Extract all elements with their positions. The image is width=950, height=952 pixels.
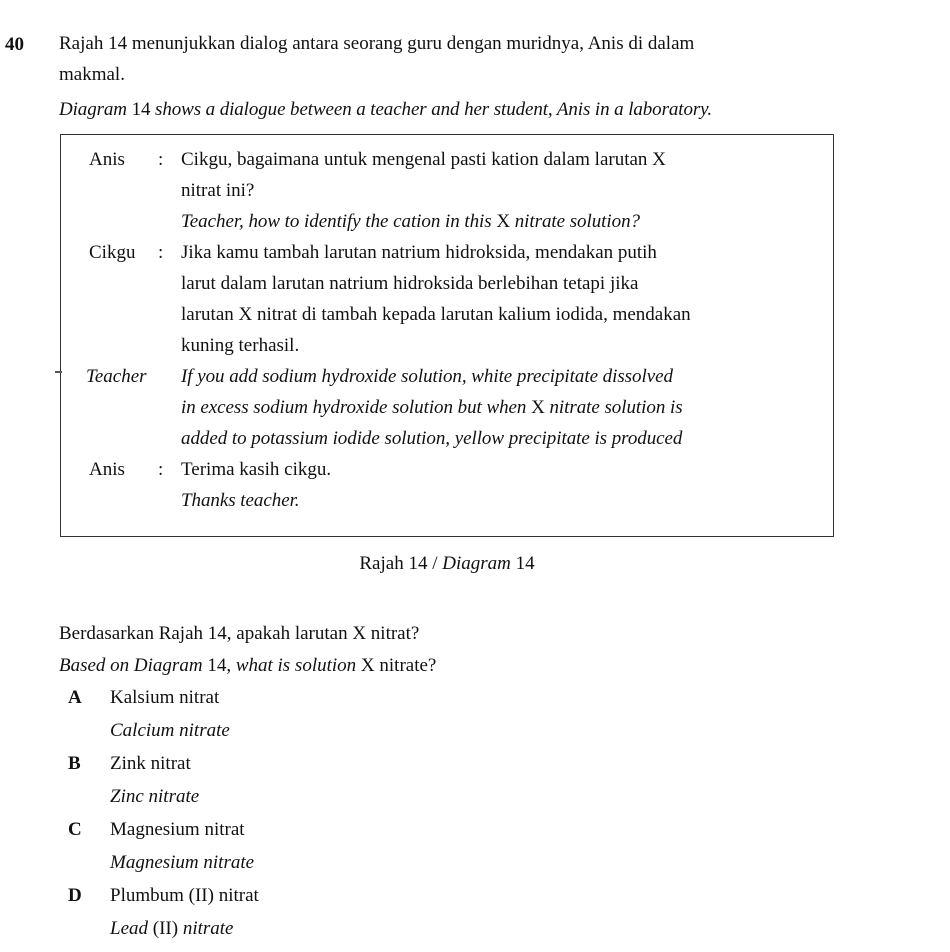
dialogue-colon: : [158, 149, 164, 170]
dialogue-rows [61, 135, 833, 516]
answer-option-malay: Magnesium nitrat [110, 819, 245, 840]
prompt-english-part2: what is solution [235, 655, 357, 676]
question-stem-body [59, 28, 839, 125]
dialogue-row [61, 144, 833, 237]
stem-english-line [59, 94, 839, 125]
dialogue-line-english: Teacher, how to identify the cation in this X nitrate solution? [181, 211, 640, 232]
answer-options [59, 681, 759, 945]
caption-malay: Rajah 14 [359, 553, 428, 574]
question-prompt [59, 618, 859, 682]
caption-separator: / [432, 553, 438, 574]
dialogue-speech [181, 361, 833, 454]
dialogue-speaker-label: Cikgu [89, 242, 136, 263]
answer-option-malay: Kalsium nitrat [110, 687, 220, 708]
dialogue-line-malay: nitrat ini? [181, 180, 255, 201]
answer-option-english: Zinc nitrate [110, 786, 200, 807]
solution-x-symbol: X [496, 211, 510, 232]
dialogue-line-english: in excess sodium hydroxide solution but when X nitrate solution is [181, 397, 683, 418]
answer-option-a[interactable] [59, 681, 759, 747]
dialogue-line-malay: Jika kamu tambah larutan natrium hidroksida, mendakan putih [181, 242, 657, 263]
stem-english-number: 14 [131, 99, 151, 120]
dialogue-line-malay: larut dalam larutan natrium hidroksida berlebihan tetapi jika [181, 273, 639, 294]
answer-option-b[interactable] [59, 747, 759, 813]
dialogue-row [61, 454, 833, 516]
answer-option-english-lead: Lead [110, 918, 153, 939]
dialogue-line-english: If you add sodium hydroxide solution, white precipitate dissolved [181, 366, 673, 387]
answer-option-row[interactable] [59, 681, 759, 714]
stem-english-rest: shows a dialogue between a teacher and her student, Anis in a laboratory. [155, 99, 713, 120]
answer-option-letter: D [68, 885, 82, 906]
dialogue-colon: : [158, 459, 164, 480]
dialogue-speaker-label: Anis [89, 459, 125, 480]
answer-option-malay: Zink nitrat [110, 753, 191, 774]
stem-malay-line-2: makmal. [59, 64, 125, 85]
dialogue-speaker-label: Anis [89, 149, 125, 170]
answer-option-row[interactable] [59, 747, 759, 780]
answer-option-english: Magnesium nitrate [110, 852, 255, 873]
answer-option-letter: A [68, 687, 82, 708]
answer-option-english-roman-numeral: (II) [152, 918, 183, 939]
question-number: 40 [5, 34, 24, 55]
dialogue-box [60, 134, 834, 537]
question-stem [0, 28, 880, 125]
dialogue-row [61, 361, 833, 454]
answer-option-d[interactable] [59, 879, 759, 945]
prompt-english-part3: nitrate? [379, 655, 437, 676]
answer-option-row[interactable] [59, 879, 759, 912]
diagram-caption [60, 550, 834, 578]
answer-option-malay: Plumbum (II) nitrat [110, 885, 259, 906]
dialogue-speech [181, 237, 833, 361]
answer-option-letter: B [68, 753, 81, 774]
prompt-english-number: 14, [207, 655, 232, 676]
prompt-english-x: X [360, 655, 375, 676]
caption-english-label: Diagram [442, 553, 511, 574]
dialogue-colon: : [158, 242, 164, 263]
dialogue-line-english: Thanks teacher. [181, 490, 300, 511]
stem-malay-line-1: Rajah 14 menunjukkan dialog antara seorang guru dengan muridnya, Anis di dalam [59, 33, 695, 54]
prompt-english [59, 650, 859, 682]
dialogue-line-malay: larutan X nitrat di tambah kepada larutan kalium iodida, mendakan [181, 304, 691, 325]
dialogue-line-malay: kuning terhasil. [181, 335, 300, 356]
stem-english-prefix: Diagram [59, 99, 127, 120]
dialogue-speaker-label: Teacher [86, 366, 147, 387]
answer-option-english [110, 912, 759, 945]
answer-option-c[interactable] [59, 813, 759, 879]
caption-english-number: 14 [515, 553, 535, 574]
prompt-english-part1: Based on Diagram [59, 655, 203, 676]
solution-x-symbol: X [531, 397, 545, 418]
dialogue-line-malay: Terima kasih cikgu. [181, 459, 332, 480]
dialogue-speech [181, 144, 833, 237]
answer-option-row[interactable] [59, 813, 759, 846]
prompt-malay: Berdasarkan Rajah 14, apakah larutan X nitrat? [59, 623, 420, 644]
dialogue-speech [181, 454, 833, 516]
dialogue-row [61, 237, 833, 361]
answer-option-letter: C [68, 819, 82, 840]
answer-option-english: Calcium nitrate [110, 720, 230, 741]
answer-option-english-tail: nitrate [182, 918, 234, 939]
dialogue-line-malay: Cikgu, bagaimana untuk mengenal pasti kation dalam larutan X [181, 149, 666, 170]
dialogue-line-english: added to potassium iodide solution, yellow precipitate is produced [181, 428, 683, 449]
